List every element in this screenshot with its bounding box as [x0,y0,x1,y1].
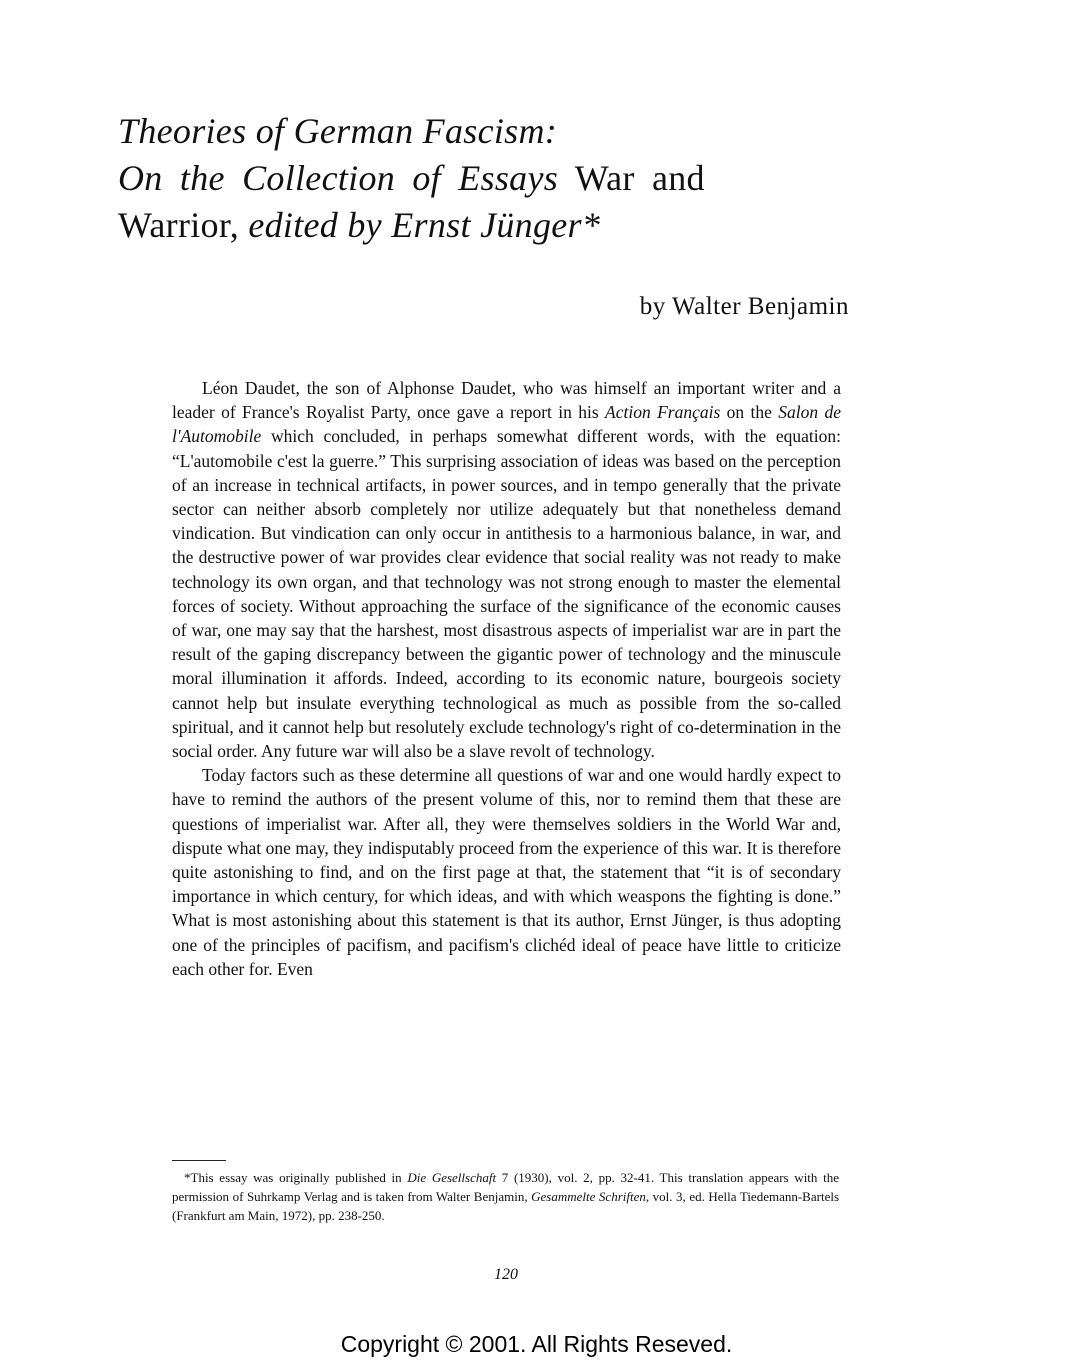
footnote: *This essay was originally published in Die Gesellschaft 7 (1930), vol. 2, pp. 32-41. This translation appears with the permission of Suhrkamp Verlag and is taken from Walter Benjamin, Gesammelte Schriften, vol. 3, ed. Hella Tiedemann-Bartels (Frankfurt am Main, 1972), pp. 238-250. [172,1170,840,1223]
body-paragraph-1: Léon Daudet, the son of Alphonse Daudet, who was himself an important writer and a leader of France's Royalist Party, once gave a report in his Action Français on the Salon de l'Automobile which concluded, in perhaps somewhat different words, with the equation: “L'automobile c'est la guerre.” This surprising association of ideas was based on the perception of an increase in technical artifacts, in power sources, and in tempo generally that the private sector can neither absorb completely nor utilize adequately but that nonetheless demand vindication. But vindication can only occur in antithesis to a harmonious balance, in war, and the destructive power of war provides clear evidence that social reality was not ready to make technology its own organ, and that technology was not strong enough to master the elemental forces of society. Without approaching the surface of the significance of the economic causes of war, one may say that the harshest, most disastrous aspects of imperialist war are in part the result of the gaping discrepancy between the gigantic power of technology and the minuscule moral illumination it affords. Indeed, according to its economic nature, bourgeois society cannot help but insulate everything technological as much as possible from the so-called spiritual, and it cannot help but resolutely exclude technology's right of co-determination in the social order. Any future war will also be a slave revolt of technology. [172,378,841,762]
title-line-1: Theories of German Fascism: [118,111,558,151]
body-paragraph-2: Today factors such as these determine all questions of war and one would hardly expect to have to remind the authors of the present volume of this, nor to remind them that these are questions of imperialist war. After all, they were themselves soldiers in the World War and, dispute what one may, they indisputably proceed from the experience of this war. It is therefore quite astonishing to find, and on the first page at that, the statement that “it is of secondary importance in which century, for which ideas, and with which weaspons the fighting is done.” What is most astonishing about this statement is that its author, Ernst Jünger, is thus adopting one of the principles of pacifism, and pacifism's clichéd ideal of peace have little to criticize each other for. Even [172,765,841,979]
footnote-divider [172,1160,226,1161]
author-byline: by Walter Benjamin [639,293,849,320]
article-body [172,376,841,981]
title-line-2: On the Collection of Essays War and [118,158,705,198]
article-title [118,108,858,249]
copyright-notice: Copyright © 2001. All Rights Reseved. [340,1331,733,1357]
page-number: 120 [494,1266,518,1283]
title-line-3: Warrior, edited by Ernst Jünger* [118,205,601,245]
